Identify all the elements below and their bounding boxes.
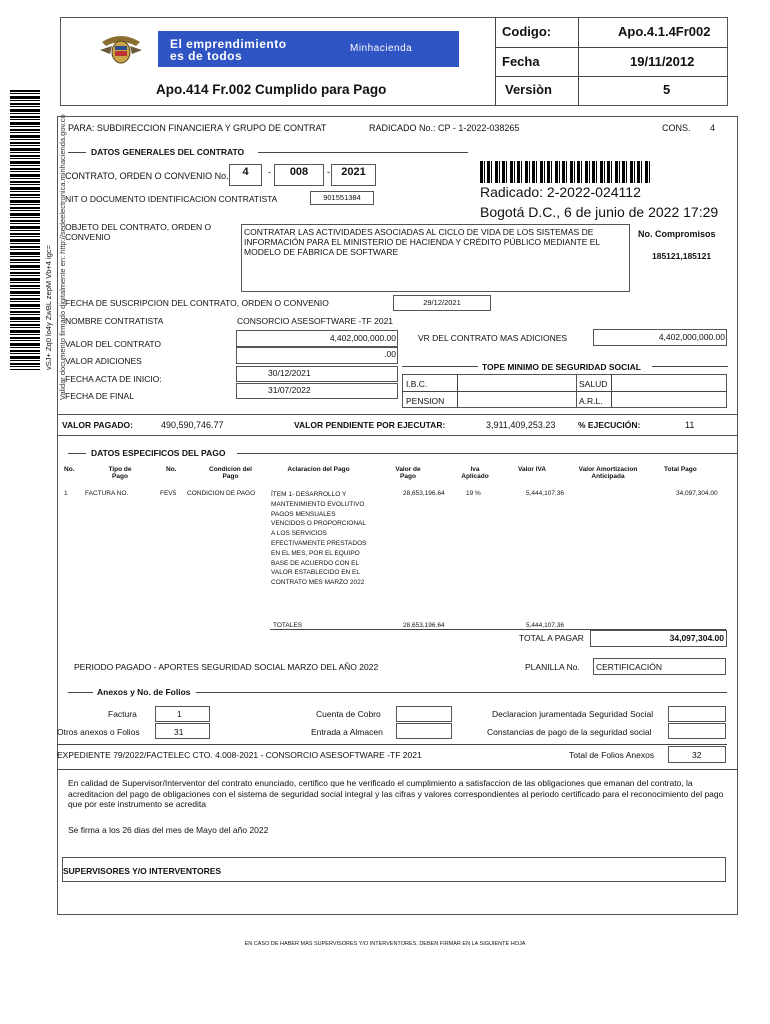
adiciones-label: VALOR ADICIONES: [65, 356, 142, 366]
row-valor-iva: 5,444,107.36: [526, 490, 564, 497]
certificacion-text: En calidad de Supervisor/Interventor del contrato enunciado, certifico que he verificado el cumplimiento a satisfaccion de las obligaciones que emanan del contrato, la acreditacion del pago de obligaciones con el sistema de seguridad social integral y las cifras y valores correspondientes al periodo certificado para el reconocimiento del pago que por este instrumento se acredita: [68, 778, 724, 809]
inicio-label: FECHA ACTA DE INICIO:: [65, 374, 162, 384]
col-total: Total Pago: [664, 466, 697, 473]
contrato-numero: 4: [242, 166, 249, 178]
expediente: EXPEDIENTE 79/2022/FACTELEC CTO. 4.008-2021 - CONSORCIO ASESOFTWARE -TF 2021: [57, 750, 422, 760]
contrato-anio: 2021: [341, 166, 366, 178]
banner-line1: El emprendimiento: [170, 37, 287, 51]
nit-value: 901551384: [323, 193, 361, 202]
periodo-label: PERIODO PAGADO - APORTES SEGURIDAD SOCIAL MARZO DEL AÑO 2022: [74, 662, 379, 672]
row-no: 1: [64, 490, 68, 497]
row-valor: 28,653,196.64: [403, 490, 445, 497]
coat-of-arms-logo: [98, 32, 144, 66]
otros-label: Otros anexos o Folios: [57, 727, 140, 737]
pendiente-label: VALOR PENDIENTE POR EJECUTAR:: [294, 420, 446, 430]
col-aclaracion: Aclaracion del Pago: [287, 466, 350, 473]
row-tipo: FACTURA NO.: [85, 490, 129, 497]
row-aclaracion: ÍTEM 1- DESARROLLO Y MANTENIMIENTO EVOLUTIVO PAGOS MENSUALES VENCIDOS O PROPORCIONAL A LOS SERVICIOS EFECTIVAMENTE PRESTADOS EN EL MES, POR EL EQUIPO BASE DE ACUERDO CON EL VALOR ESTABLECIDO EN EL CONTRATO MES MARZO 2022: [271, 491, 367, 587]
footer-note: EN CASO DE HABER MAS SUPERVISORES Y/O INTERVENTORES, DEBEN FIRMAR EN LA SIGUIENTE HOJA: [244, 941, 526, 947]
ibc-label: I.B.C.: [406, 379, 428, 389]
planilla-label: PLANILLA No.: [525, 662, 580, 672]
valor-pagado-label: VALOR PAGADO:: [62, 420, 133, 430]
col-iva: Iva Aplicado: [461, 466, 489, 480]
total-pagar-value: 34,097,304.00: [669, 633, 724, 643]
codigo-label: Codigo:: [502, 24, 552, 39]
row-iva: 19 %: [466, 490, 481, 497]
total-folios-value: 32: [692, 750, 702, 760]
totales-iva: 5,444,107.36: [526, 622, 564, 629]
ejecucion-value: 11: [685, 420, 695, 430]
radicado-label: RADICADO No.: CP - 1-2022-038265: [369, 123, 520, 133]
cuenta-label: Cuenta de Cobro: [316, 709, 381, 719]
arl-label: A.R.L.: [579, 396, 603, 406]
section-datos-generales: DATOS GENERALES DEL CONTRATO: [91, 147, 245, 157]
cons-value: 4: [710, 123, 716, 133]
valor-pagado-value: 490,590,746.77: [161, 420, 224, 430]
contrato-numero-b: 008: [289, 166, 309, 178]
version-label: Versiòn: [505, 82, 552, 97]
row-total: 34,097,304.00: [676, 490, 718, 497]
vr-adiciones-value: 4,402,000,000.00: [658, 332, 725, 342]
valor-value: 4,402,000,000.00: [329, 333, 396, 343]
validation-text: Validar documento firmado digitalmente en: http://sedeelectronica.minhacienda.gov.co: [58, 114, 67, 400]
para-label: PARA: SUBDIRECCION FINANCIERA Y GRUPO DE CONTRAT: [68, 123, 327, 133]
factura-value: 1: [177, 709, 182, 719]
vertical-barcode: [10, 90, 40, 370]
valor-label: VALOR DEL CONTRATO: [65, 339, 162, 349]
radicado-stamp: Radicado: 2-2022-024112: [480, 184, 641, 200]
planilla-value: CERTIFICACIÓN: [596, 662, 662, 672]
entrada-label: Entrada a Almacen: [311, 727, 383, 737]
suscripcion-label: FECHA DE SUSCRIPCION DEL CONTRATO, ORDEN O CONVENIO: [65, 298, 329, 308]
inicio-value: 30/12/2021: [268, 368, 311, 378]
vr-adiciones-label: VR DEL CONTRATO MAS ADICIONES: [418, 333, 568, 343]
page-title: Apo.414 Fr.002 Cumplido para Pago: [156, 82, 387, 97]
compromisos-label: No. Compromisos: [638, 229, 716, 239]
row-condicion: CONDICION DE PAGO: [187, 490, 256, 497]
constancias-label: Constancias de pago de la seguridad social: [487, 727, 652, 737]
col-valor: Valor de Pago: [395, 466, 421, 480]
fecha-label: Fecha: [502, 54, 540, 69]
objeto-text: CONTRATAR LAS ACTIVIDADES ASOCIADAS AL CICLO DE VIDA DE LOS SISTEMAS DE INFORMACIÓN PARA EL MINISTERIO DE HACIENDA Y CRÉDITO PÚBLICO MEDIANTE EL MODELO DE FÁBRICA DE SOFTWARE: [244, 227, 600, 257]
hash-text: vSJ+ Zq0 lo4y ZwBL zepM Vb+4 igc=: [44, 245, 53, 370]
lugar-fecha: Bogotá D.C., 6 de junio de 2022 17:29: [480, 204, 719, 220]
firma-text: Se firma a los 26 dias del mes de Mayo del año 2022: [68, 825, 269, 835]
col-valor-iva: Valor IVA: [518, 466, 547, 473]
salud-label: SALUD: [579, 379, 608, 389]
tope-label: TOPE MINIMO DE SEGURIDAD SOCIAL: [482, 362, 641, 372]
objeto-label-1: OBJETO DEL CONTRATO, ORDEN O: [65, 222, 212, 232]
factura-label: Factura: [108, 709, 137, 719]
compromisos-value: 185121,185121: [652, 251, 712, 261]
cons-label: CONS.: [662, 123, 691, 133]
objeto-label-2: CONVENIO: [65, 232, 111, 242]
contrato-numero-label: CONTRATO, ORDEN O CONVENIO No.: [65, 171, 229, 181]
nit-label: NIT O DOCUMENTO IDENTIFICACION CONTRATISTA: [65, 194, 278, 204]
col-condicion: Condicion del Pago: [209, 466, 252, 480]
banner-brand: Minhacienda: [350, 43, 413, 54]
adiciones-value: .00: [384, 349, 396, 359]
total-pagar-label: TOTAL A PAGAR: [519, 633, 584, 643]
declaracion-label: Declaracion juramentada Seguridad Social: [492, 709, 654, 719]
col-tipo: Tipo de Pago: [108, 466, 132, 480]
otros-value: 31: [174, 727, 184, 737]
row-numero: FEV5: [160, 490, 177, 497]
version-value: 5: [663, 82, 671, 97]
section-datos-pago: DATOS ESPECIFICOS DEL PAGO: [91, 448, 226, 458]
ejecucion-label: % EJECUCIÓN:: [578, 420, 641, 430]
radicado-barcode: [480, 161, 650, 183]
final-value: 31/07/2022: [268, 385, 311, 395]
contratista-value: CONSORCIO ASESOFTWARE -TF 2021: [237, 316, 394, 326]
col-numero: No.: [166, 466, 177, 473]
banner-line2: es de todos: [170, 49, 243, 63]
total-folios-label: Total de Folios Anexos: [569, 750, 655, 760]
pension-label: PENSION: [406, 396, 445, 406]
codigo-value: Apo.4.1.4Fr002: [618, 24, 711, 39]
pendiente-value: 3,911,409,253.23: [486, 420, 556, 430]
fecha-value: 19/11/2012: [630, 54, 695, 69]
suscripcion-value: 29/12/2021: [423, 298, 461, 307]
supervisores-label: SUPERVISORES Y/O INTERVENTORES: [63, 866, 222, 876]
contratista-label: NOMBRE CONTRATISTA: [65, 316, 164, 326]
anexos-title: Anexos y No. de Folios: [97, 687, 191, 697]
col-no: No.: [64, 466, 75, 473]
col-amortizacion: Valor Amortizacion Anticipada: [578, 466, 638, 480]
totales-label: TOTALES: [273, 622, 303, 629]
totales-valor: 28,653,196.64: [403, 622, 445, 629]
final-label: FECHA DE FINAL: [65, 391, 134, 401]
